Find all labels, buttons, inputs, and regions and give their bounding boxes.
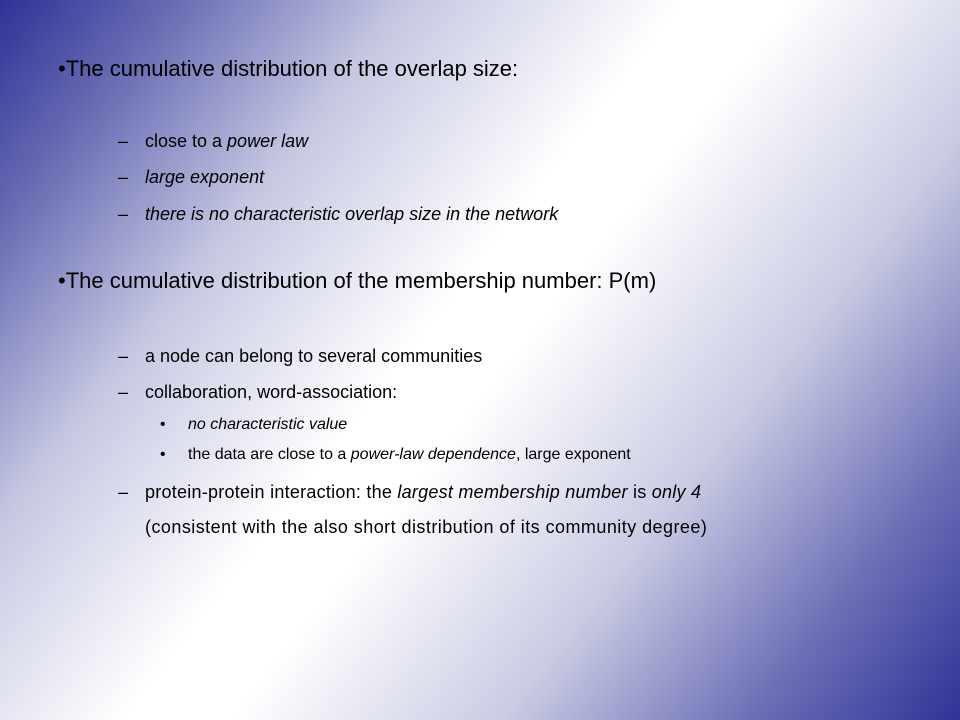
text-part: protein-protein interaction: the [145, 482, 398, 502]
list-item-text [145, 482, 701, 503]
dash-marker: – [118, 204, 129, 224]
bullet-marker: • [160, 416, 166, 433]
list-item-text: there is no characteristic overlap size in the network [145, 204, 559, 224]
italic-term: largest membership number [397, 482, 628, 502]
italic-term: power-law dependence [350, 446, 516, 463]
list-item-text: a node can belong to several communities [145, 346, 483, 366]
dash-marker: – [118, 131, 129, 151]
bullet-marker: • [160, 446, 166, 463]
list-item-text: large exponent [145, 167, 265, 187]
italic-term: only 4 [651, 482, 702, 502]
dash-marker: – [118, 482, 129, 502]
text-part: close to a [145, 131, 228, 151]
list-item-text [145, 131, 308, 152]
continuation-text: (consistent with the also short distribution of its community degree) [145, 517, 708, 537]
subitem-text: no characteristic value [188, 416, 348, 433]
text-part: , large exponent [515, 446, 631, 463]
text-part: the data are close to a [188, 446, 351, 463]
subitem-text [188, 446, 631, 464]
text-part: is [627, 482, 652, 502]
heading-membership-number: •The cumulative distribution of the membership number: P(m) [58, 268, 657, 293]
dash-marker: – [118, 346, 129, 366]
dash-marker: – [118, 167, 129, 187]
dash-marker: – [118, 382, 129, 402]
heading-overlap-size: •The cumulative distribution of the overlap size: [58, 56, 519, 81]
italic-term: power law [227, 131, 309, 151]
list-item-text: collaboration, word-association: [145, 382, 398, 402]
